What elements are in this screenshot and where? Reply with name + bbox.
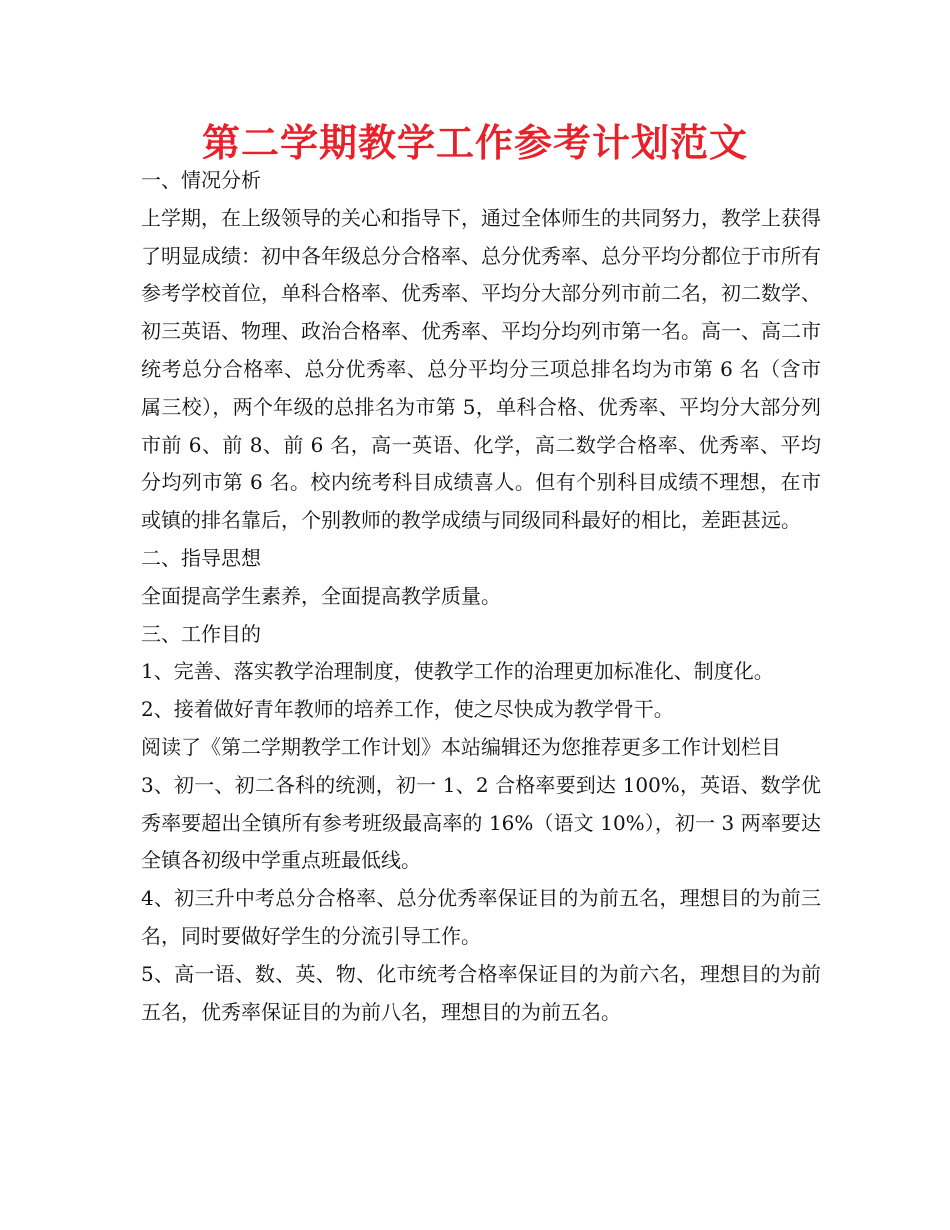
- goal-item-4: 4、初三升中考总分合格率、总分优秀率保证目的为前五名，理想目的为前三名，同时要做好学生的分流引导工作。: [141, 886, 821, 948]
- goal-item-1: 1、完善、落实教学治理制度，使教学工作的治理更加标准化、制度化。: [141, 659, 774, 684]
- goal-item-3: 3、初一、初二各科的统测，初一 1、2 合格率要到达 100%，英语、数学优秀率要超出全镇所有参考班级最高率的 16%（语文 10%），初一 3 两率要达全镇各初级中学重点班最低线。: [141, 772, 821, 873]
- recommendation-note: 阅读了《第二学期教学工作计划》本站编辑还为您推荐更多工作计划栏目: [141, 734, 781, 759]
- goal-item-5: 5、高一语、数、英、物、化市统考合格率保证目的为前六名，理想目的为前五名，优秀率保证目的为前八名，理想目的为前五名。: [141, 961, 821, 1024]
- document-title: 第二学期教学工作参考计划范文: [201, 121, 748, 165]
- section-heading-guiding-idea: 二、指导思想: [141, 545, 261, 570]
- section-heading-situation: 一、情况分析: [141, 168, 261, 192]
- goal-item-2: 2、接着做好青年教师的培养工作，使之尽快成为教学骨干。: [141, 697, 674, 722]
- document-body: [141, 162, 821, 1031]
- section-heading-work-goals: 三、工作目的: [141, 621, 261, 646]
- paragraph-situation-analysis: 上学期，在上级领导的关心和指导下，通过全体师生的共同努力，教学上获得了明显成绩：初中各年级总分合格率、总分优秀率、总分平均分都位于市所有参考学校首位，单科合格率、优秀率、平均分大部分列市前二名，初二数学、初三英语、物理、政治合格率、优秀率、平均分均列市第一名。高一、高二市统考总分合格率、总分优秀率、总分平均分三项总排名均为市第 6 名（含市属三校），两个年级的总排名为市第 5，单科合格、优秀率、平均分大部分列市前 6、前 8、前 6 名，高一英语、化学，高二数学合格率、优秀率、平均分均列市第 6 名。校内统考科目成绩喜人。但有个别科目成绩不理想，在市或镇的排名靠后，个别教师的教学成绩与同级同科最好的相比，差距甚远。: [141, 205, 821, 533]
- paragraph-guiding-idea: 全面提高学生素养，全面提高教学质量。: [141, 583, 501, 608]
